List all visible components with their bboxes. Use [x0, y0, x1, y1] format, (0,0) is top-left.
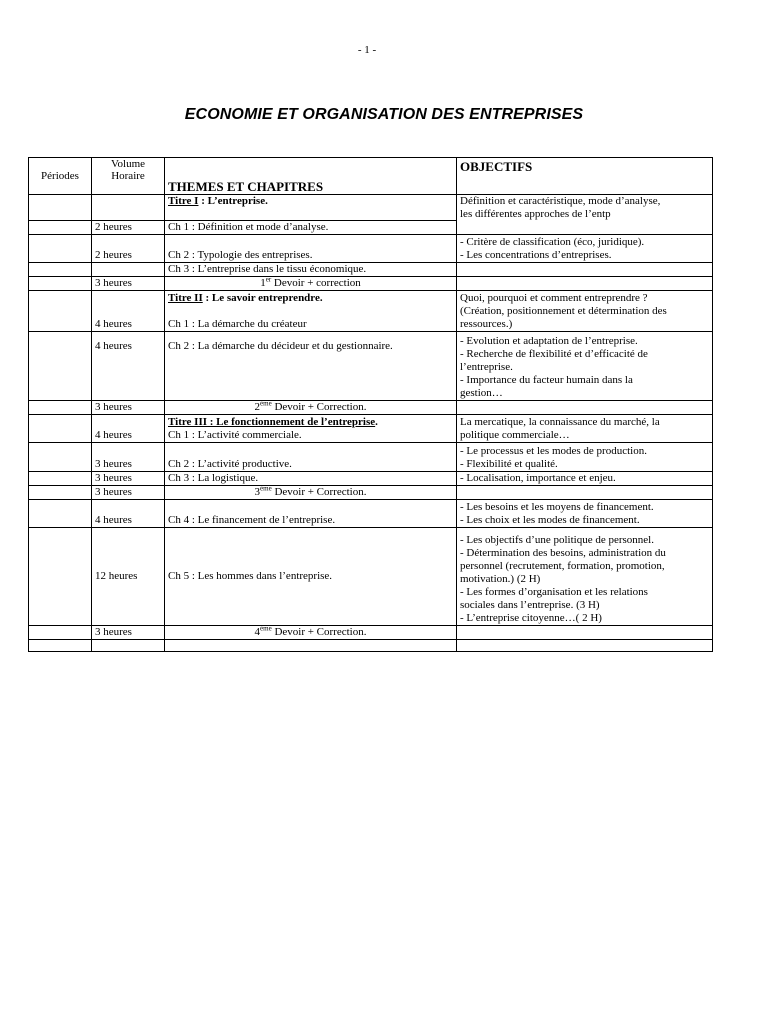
theme-cell: Ch 4 : Le financement de l’entreprise.	[165, 500, 457, 528]
document-title: ECONOMIE ET ORGANISATION DES ENTREPRISES	[184, 106, 584, 123]
objective-line: (Création, positionnement et détermination des	[460, 305, 667, 317]
table-row	[29, 472, 713, 486]
table-row	[29, 415, 713, 443]
period-cell	[29, 221, 92, 235]
spacer	[168, 305, 453, 318]
volume-cell	[92, 263, 165, 277]
titre-label: Titre II	[168, 292, 203, 304]
table-row	[29, 486, 713, 500]
devoir-number: 1	[260, 277, 266, 289]
titre-rest: : L’entreprise.	[198, 195, 268, 207]
period-cell	[29, 291, 92, 332]
devoir-text: Devoir + Correction.	[271, 626, 367, 638]
objective-line: - Les besoins et les moyens de financement.	[460, 501, 654, 513]
period-cell	[29, 626, 92, 640]
objective-line: - Les concentrations d’entreprises.	[460, 249, 612, 261]
theme-cell	[165, 291, 457, 332]
table-row	[29, 500, 713, 528]
objective-line: - Les formes d’organisation et les relations	[460, 586, 648, 598]
table-row	[29, 235, 713, 263]
table-row	[29, 443, 713, 472]
theme-cell: Ch 5 : Les hommes dans l’entreprise.	[165, 528, 457, 626]
theme-cell: Ch 2 : L’activité productive.	[165, 443, 457, 472]
objective-line: l’entreprise.	[460, 361, 513, 373]
header-themes: THEMES ET CHAPITRES	[165, 158, 457, 195]
devoir-number: 3	[254, 486, 261, 498]
objective-line: - Evolution et adaptation de l’entreprise.	[460, 335, 638, 347]
devoir-number: 4	[254, 626, 261, 638]
titre-heading	[168, 416, 453, 429]
titre-end: .	[375, 416, 378, 428]
objective-cell	[457, 195, 713, 235]
devoir-number: 2	[254, 401, 261, 413]
volume-cell	[92, 640, 165, 652]
header-volume-line1: Volume	[110, 158, 146, 170]
objective-cell	[457, 500, 713, 528]
volume-cell: 4 heures	[92, 500, 165, 528]
volume-cell: 4 heures	[92, 332, 165, 401]
period-cell	[29, 332, 92, 401]
objective-cell	[457, 626, 713, 640]
volume-cell: 2 heures	[92, 221, 165, 235]
period-cell	[29, 263, 92, 277]
devoir-cell	[165, 626, 457, 640]
devoir-suffix: ème	[260, 400, 272, 408]
volume-cell: 3 heures	[92, 486, 165, 500]
objective-line: - Les objectifs d’une politique de personnel.	[460, 534, 654, 546]
devoir-suffix: er	[265, 276, 272, 284]
objective-line: gestion…	[460, 387, 503, 399]
objective-line: - L’entreprise citoyenne…( 2 H)	[460, 612, 602, 624]
header-objectifs: OBJECTIFS	[457, 158, 713, 195]
objective-line: sociales dans l’entreprise. (3 H)	[460, 599, 600, 611]
table-row	[29, 640, 713, 652]
period-cell	[29, 640, 92, 652]
objective-line: - Flexibilité et qualité.	[460, 458, 558, 470]
theme-cell	[165, 195, 457, 221]
period-cell	[29, 443, 92, 472]
table-row	[29, 332, 713, 401]
table-row	[29, 195, 713, 221]
table-row	[29, 528, 713, 626]
theme-cell: Ch 3 : La logistique.	[165, 472, 457, 486]
objective-line: - Recherche de flexibilité et d’efficacité de	[460, 348, 648, 360]
volume-cell: 2 heures	[92, 235, 165, 263]
objective-line: - Détermination des besoins, administration du	[460, 547, 666, 559]
theme-cell: Ch 1 : Définition et mode d’analyse.	[165, 221, 457, 235]
table-row	[29, 626, 713, 640]
titre-label: Titre III	[168, 416, 208, 428]
theme-cell: Ch 2 : La démarche du décideur et du gestionnaire.	[165, 332, 457, 401]
devoir-cell	[165, 277, 457, 291]
period-cell	[29, 486, 92, 500]
objective-cell	[457, 263, 713, 277]
objective-line: Quoi, pourquoi et comment entreprendre ?	[460, 292, 648, 304]
objective-line: ressources.)	[460, 318, 513, 330]
objective-cell	[457, 401, 713, 415]
titre-rest: : Le fonctionnement de l’entreprise	[207, 416, 376, 428]
theme-cell: Ch 2 : Typologie des entreprises.	[165, 235, 457, 263]
period-cell	[29, 528, 92, 626]
volume-cell: 3 heures	[92, 277, 165, 291]
objective-line: La mercatique, la connaissance du marché, la	[460, 416, 660, 428]
period-cell	[29, 472, 92, 486]
header-periodes: Périodes	[29, 158, 92, 195]
titre-heading	[168, 195, 268, 207]
theme-cell: Ch 3 : L’entreprise dans le tissu économique.	[165, 263, 457, 277]
volume-cell: 3 heures	[92, 443, 165, 472]
objective-cell	[457, 528, 713, 626]
titre-rest: : Le savoir entreprendre.	[202, 292, 323, 304]
volume-cell: 3 heures	[92, 626, 165, 640]
objective-line: personnel (recrutement, formation, promotion,	[460, 560, 665, 572]
objective-cell	[457, 277, 713, 291]
devoir-text: Devoir + correction	[271, 277, 361, 289]
objective-cell	[457, 415, 713, 443]
objective-cell	[457, 235, 713, 263]
volume-cell: 3 heures	[92, 472, 165, 486]
table-row	[29, 401, 713, 415]
objective-cell	[457, 486, 713, 500]
devoir-cell	[165, 486, 457, 500]
objective-line: les différentes approches de l’entp	[460, 208, 611, 220]
objective-cell	[457, 443, 713, 472]
objective-line: politique commerciale…	[460, 429, 570, 441]
table-header-row	[29, 158, 713, 195]
theme-cell	[165, 415, 457, 443]
objective-line: - Le processus et les modes de production.	[460, 445, 647, 457]
header-volume-horaire	[92, 158, 165, 195]
program-table	[28, 157, 713, 652]
volume-cell: 12 heures	[92, 528, 165, 626]
devoir-suffix: ème	[260, 485, 272, 493]
table-row	[29, 263, 713, 277]
objective-line: Définition et caractéristique, mode d’analyse,	[460, 195, 661, 207]
theme-line: Ch 1 : L’activité commerciale.	[168, 429, 302, 441]
devoir-suffix: ème	[260, 625, 272, 633]
objective-line: - Critère de classification (éco, juridique).	[460, 236, 645, 248]
table-row	[29, 291, 713, 332]
period-cell	[29, 401, 92, 415]
objective-cell	[457, 291, 713, 332]
header-volume-line2: Horaire	[111, 170, 145, 182]
objective-cell	[457, 640, 713, 652]
volume-cell	[92, 195, 165, 221]
period-cell	[29, 500, 92, 528]
objective-line: - Importance du facteur humain dans la	[460, 374, 633, 386]
objective-cell	[457, 332, 713, 401]
table-row	[29, 277, 713, 291]
objective-cell: - Localisation, importance et enjeu.	[457, 472, 713, 486]
objective-line: - Les choix et les modes de financement.	[460, 514, 640, 526]
period-cell	[29, 235, 92, 263]
titre-heading	[168, 292, 453, 305]
period-cell	[29, 195, 92, 221]
titre-label: Titre I	[168, 195, 199, 207]
objective-line: motivation.) (2 H)	[460, 573, 541, 585]
volume-cell: 4 heures	[92, 291, 165, 332]
page-number: - 1 -	[357, 44, 377, 56]
volume-cell: 3 heures	[92, 401, 165, 415]
volume-cell: 4 heures	[92, 415, 165, 443]
theme-cell	[165, 640, 457, 652]
period-cell	[29, 415, 92, 443]
devoir-text: Devoir + Correction.	[271, 486, 367, 498]
devoir-text: Devoir + Correction.	[271, 401, 367, 413]
period-cell	[29, 277, 92, 291]
theme-line: Ch 1 : La démarche du créateur	[168, 318, 307, 330]
devoir-cell	[165, 401, 457, 415]
